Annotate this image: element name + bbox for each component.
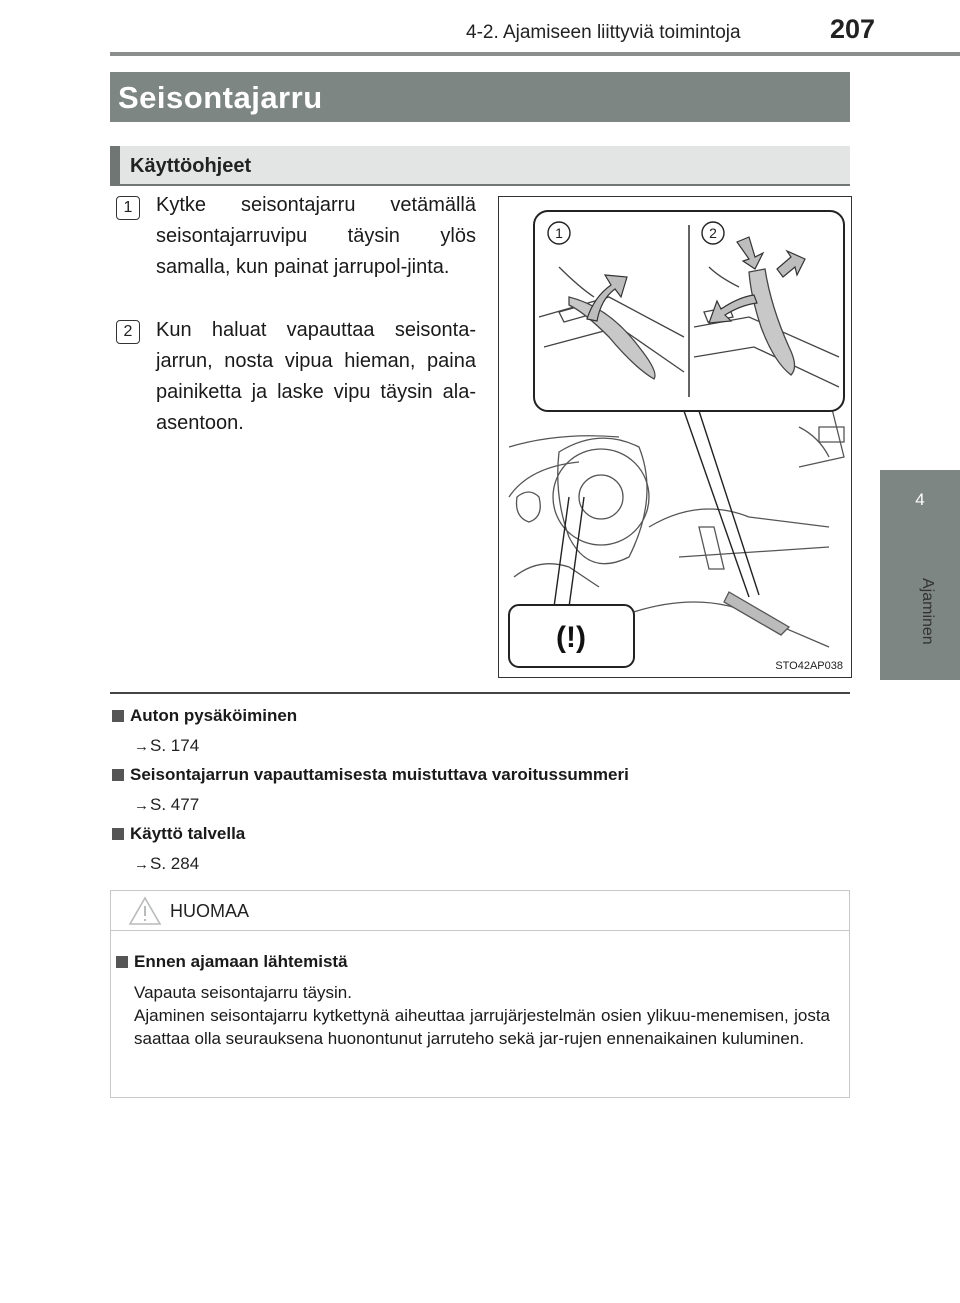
page-number: 207 [830,14,876,44]
chapter-tab-number: 4 [915,490,925,509]
callout-2: 2 [709,225,717,241]
topic-2-ref: S. 477 [150,795,200,814]
square-bullet-icon [116,956,128,968]
square-bullet-icon [112,828,124,840]
topic-3-reference [134,854,199,874]
illustration-drawing [499,197,851,677]
step-1-text: Kytke seisontajarru vetämällä seisontajarruvipu täysin ylös samalla, kun painat jarrupol-jinta. [156,194,476,278]
figure-code: STO42AP038 [775,660,843,672]
notice-line-1: Vapauta seisontajarru täysin. [134,983,352,1002]
topic-3-title: Käyttö talvella [130,824,246,843]
arrow-right-icon: → [134,856,149,873]
topic-1-ref: S. 174 [150,736,200,755]
section-label: 4-2. Ajamiseen liittyviä toimintoja [466,22,741,43]
notice-subheading: Ennen ajamaan lähtemistä [134,952,348,971]
notice-line-2: Ajaminen seisontajarru kytkettynä aiheuttaa jarrujärjestelmän osien ylikuu-menemisen, josta saattaa olla seurauksena huonontunut jarruteho sekä jar-rujen ennenaikainen kuluminen. [134,1006,830,1048]
subheading: Käyttöohjeet [130,155,252,177]
topic-3 [112,824,245,844]
warning-triangle-icon [128,896,162,926]
topic-2-reference [134,795,199,815]
topic-1 [112,706,297,726]
notice-subheading-row [116,952,348,972]
topic-2-title: Seisontajarrun vapauttamisesta muistuttava varoitussummeri [130,765,629,784]
notice-header-rule [110,930,850,931]
topic-1-title: Auton pysäköiminen [130,706,298,725]
arrow-right-icon: → [134,738,149,755]
parking-brake-illustration [498,196,852,678]
notice-label: HUOMAA [170,901,250,921]
arrow-right-icon: → [134,797,149,814]
section-divider [110,692,850,694]
square-bullet-icon [112,769,124,781]
step-1-marker: 1 [116,196,140,220]
header-rule [110,52,960,56]
notice-body [134,981,830,1050]
callout-1: 1 [555,225,563,241]
step-2-text: Kun haluat vapauttaa seisonta-jarrun, nosta vipua hieman, paina painiketta ja laske vipu täysin ala-asentoon. [156,319,476,434]
topic-3-ref: S. 284 [150,854,200,873]
topic-2 [112,765,629,785]
step-2-marker: 2 [116,320,140,344]
subheading-accent [110,146,120,186]
brake-warning-symbol: (!) [556,621,586,654]
topic-1-reference [134,736,199,756]
chapter-tab-label: Ajaminen [919,578,936,645]
page-title: Seisontajarru [118,80,323,115]
square-bullet-icon [112,710,124,722]
